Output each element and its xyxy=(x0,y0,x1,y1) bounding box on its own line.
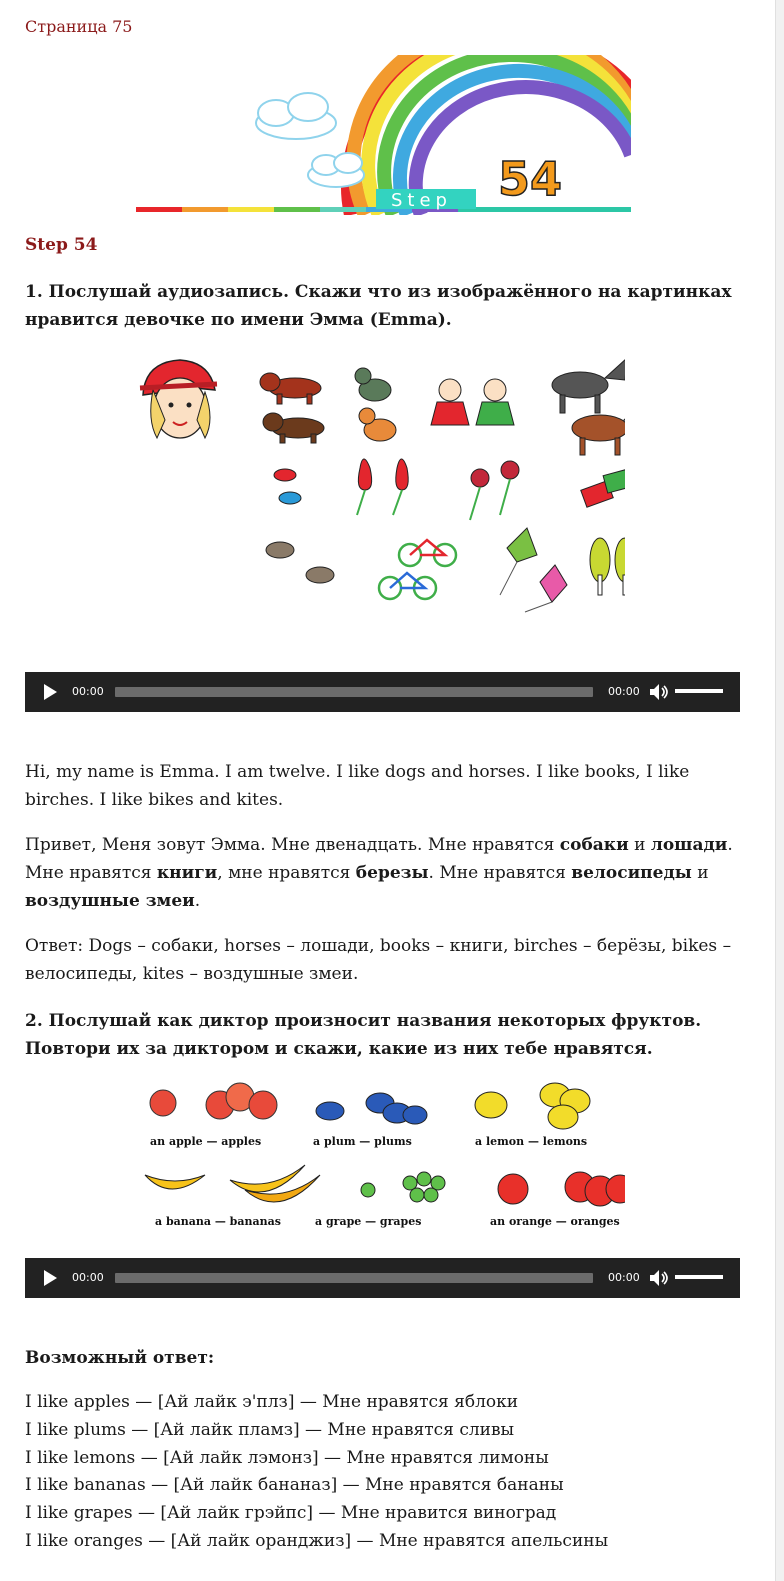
cloud-icon xyxy=(308,153,364,187)
answer-line: I like bananas — [Ай лайк бананаз] — Мне нравятся бананы xyxy=(25,1475,564,1496)
audio-player-1 xyxy=(25,672,740,712)
cat-icon xyxy=(355,368,396,441)
volume-slider[interactable] xyxy=(675,1275,723,1279)
audio-duration: 00:00 xyxy=(608,1271,640,1284)
volume-icon[interactable] xyxy=(649,1269,669,1287)
play-button[interactable] xyxy=(44,684,57,700)
page-number: Страница 75 xyxy=(25,17,133,36)
book-icon xyxy=(581,469,625,507)
emma-ru-bold: книги xyxy=(156,863,218,883)
birch-tree-icon xyxy=(590,538,625,595)
fruit-label-grape: a grape — grapes xyxy=(315,1215,422,1228)
dog-icon xyxy=(260,373,321,404)
emma-ru-part: , мне нравятся xyxy=(217,863,356,883)
fruits-illustration xyxy=(135,1075,625,1233)
emma-ru-part: и xyxy=(628,835,651,855)
answer-line: I like grapes — [Ай лайк грэйпс] — Мне нравится виноград xyxy=(25,1503,557,1524)
fruit-label-apple: an apple — apples xyxy=(150,1135,262,1148)
tulip-icon xyxy=(357,459,408,515)
play-button[interactable] xyxy=(44,1270,57,1286)
fruit-label-banana: a banana — bananas xyxy=(155,1215,281,1228)
emma-ru-bold: березы xyxy=(355,863,429,883)
dog-icon xyxy=(263,413,324,443)
answer-line: I like oranges — [Ай лайк оранджиз] — Мне нравятся апельсины xyxy=(25,1530,609,1551)
emma-ru-part: . Мне нравятся xyxy=(428,863,572,883)
step-banner xyxy=(136,55,631,215)
answer-line: I like plums — [Ай лайк пламз] — Мне нравятся сливы xyxy=(25,1419,515,1440)
emma-likes-illustration xyxy=(135,350,625,615)
emma-ru-bold: велосипеды xyxy=(571,863,692,883)
audio-progress-bar[interactable] xyxy=(115,687,593,697)
page-scrollbar[interactable] xyxy=(775,0,784,1581)
banana-icon xyxy=(145,1165,320,1202)
grape-icon xyxy=(361,1172,445,1202)
answer-line: I like lemons — [Ай лайк лэмонз] — Мне нравятся лимоны xyxy=(25,1447,549,1468)
banner-step-word: Step xyxy=(391,190,452,211)
emma-ru-part: и xyxy=(691,863,709,883)
emma-ru-part: Привет, Меня зовут Эмма. Мне двенадцать. Мне нравятся xyxy=(25,835,560,855)
doll-icon xyxy=(431,379,514,425)
task-2-instruction: 2. Послушай как диктор произносит названия некоторых фруктов. Повтори их за диктором и скажи, какие из них тебе нравятся. xyxy=(25,1011,702,1059)
bicycle-icon xyxy=(379,540,456,599)
girl-emma-icon xyxy=(140,360,217,438)
task-1-instruction: 1. Послушай аудиозапись. Скажи что из изображённого на картинках нравится девочке по имени Эмма (Emma). xyxy=(25,282,732,330)
fruit-label-lemon: a lemon — lemons xyxy=(475,1135,588,1148)
audio-duration: 00:00 xyxy=(608,685,640,698)
apple-icon xyxy=(150,1083,277,1119)
answer-line: I like apples — [Ай лайк э'плз] — Мне нравятся яблоки xyxy=(25,1392,519,1412)
step-heading: Step 54 xyxy=(25,235,98,255)
fruit-label-orange: an orange — oranges xyxy=(490,1215,620,1228)
audio-progress-bar[interactable] xyxy=(115,1273,593,1283)
candy-icon xyxy=(274,469,301,504)
emma-text-russian xyxy=(25,831,740,915)
emma-ru-bold: лошади xyxy=(650,835,728,855)
emma-ru-part: . xyxy=(194,891,201,911)
possible-answer-title: Возможный ответ: xyxy=(25,1348,215,1368)
volume-slider[interactable] xyxy=(675,689,723,693)
emma-ru-part: . Мне нравятся xyxy=(25,835,733,883)
audio-current-time: 00:00 xyxy=(72,1271,104,1284)
answer-1: Ответ: Dogs – собаки, horses – лошади, books – книги, birches – берёзы, bikes – велосипеды, kites – воздушные змеи. xyxy=(25,936,732,984)
kite-icon xyxy=(500,528,567,612)
emma-text-english: Hi, my name is Emma. I am twelve. I like dogs and horses. I like books, I like birches. I like bikes and kites. xyxy=(25,762,690,810)
banner-step-number: 54 xyxy=(498,152,563,206)
bird-icon xyxy=(266,542,334,583)
plum-icon xyxy=(316,1093,427,1124)
audio-player-2 xyxy=(25,1258,740,1298)
orange-icon xyxy=(498,1172,625,1206)
fruit-label-plum: a plum — plums xyxy=(313,1135,412,1148)
audio-current-time: 00:00 xyxy=(72,685,104,698)
rose-icon xyxy=(470,461,519,520)
emma-ru-bold: собаки xyxy=(559,835,629,855)
possible-answer-list xyxy=(25,1389,740,1556)
emma-ru-bold: воздушные змеи xyxy=(25,891,195,911)
volume-icon[interactable] xyxy=(649,683,669,701)
horse-icon xyxy=(552,358,625,455)
lemon-icon xyxy=(475,1083,590,1129)
